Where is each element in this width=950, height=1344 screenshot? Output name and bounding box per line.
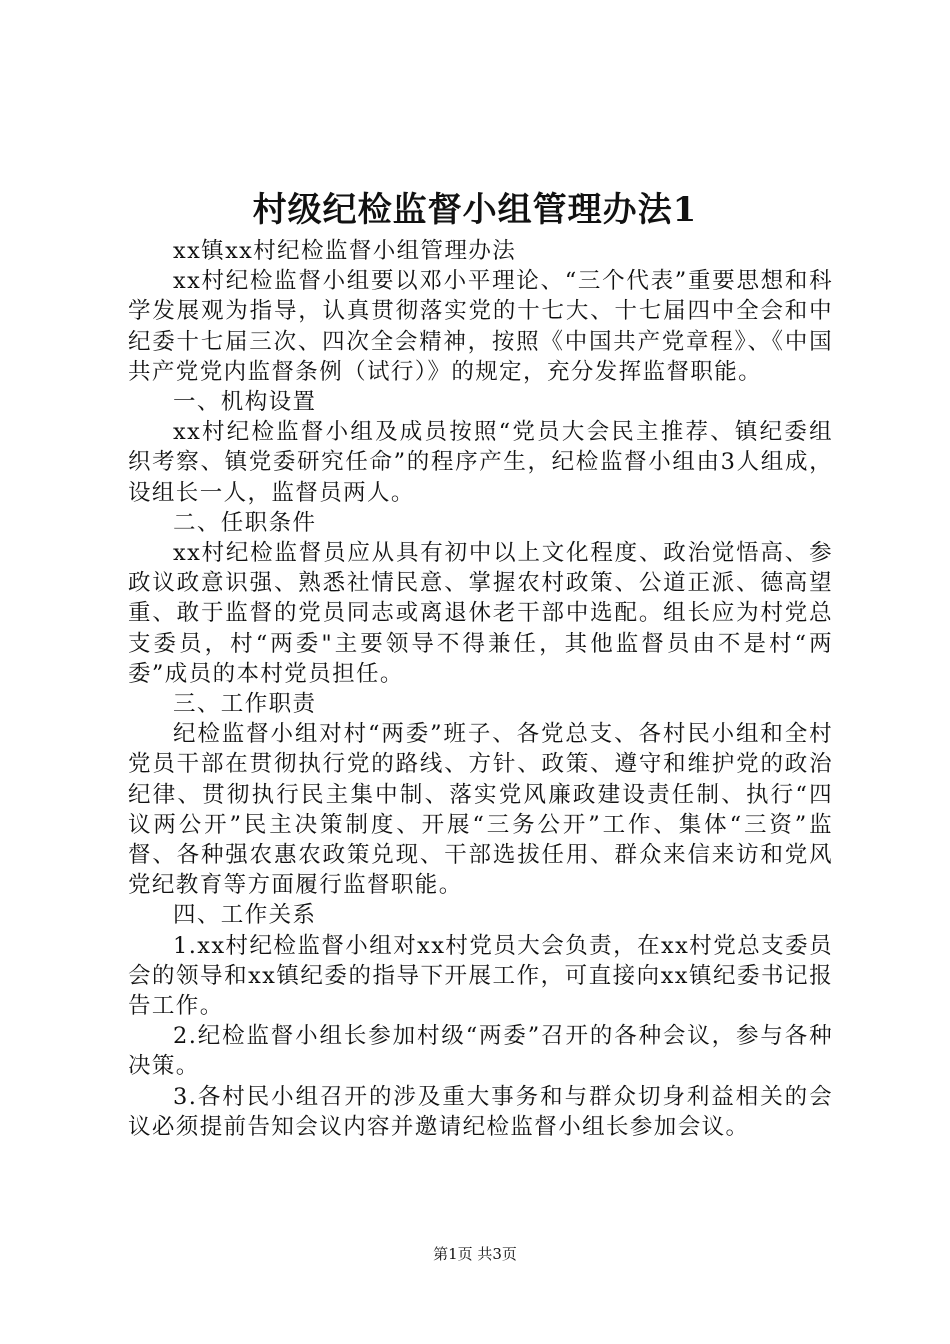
paragraph-qualifications: xx村纪检监督员应从具有初中以上文化程度、政治觉悟高、参政议政意识强、熟悉社情民意、掌握农村政策、公道正派、德高望重、敢于监督的党员同志或离退休老干部中选配。组长应为村党总支委员，村“两委"主要领导不得兼任，其他监督员由不是村“两委”成员的本村党员担任。 [128, 540, 833, 687]
section-heading-organization: 一、机构设置 [173, 389, 317, 416]
document-title: 村级纪检监督小组管理办法1 [252, 190, 698, 230]
doc-heading-line: xx镇xx村纪检监督小组管理办法 [173, 238, 517, 264]
paragraph-relation-2: 2.纪检监督小组长参加村级“两委”召开的各种会议，参与各种决策。 [128, 1023, 833, 1080]
paragraph-organization: xx村纪检监督小组及成员按照“党员大会民主推荐、镇纪委组织考察、镇党委研究任命”的程序产生，纪检监督小组由3人组成，设组长一人，监督员两人。 [128, 419, 833, 506]
section-heading-relations: 四、工作关系 [173, 902, 317, 929]
paragraph-duties: 纪检监督小组对村“两委”班子、各党总支、各村民小组和全村党员干部在贯彻执行党的路线、方针、政策、遵守和维护党的政治纪律、贯彻执行民主集中制、落实党风廉政建设责任制、执行“四议两公开”民主决策制度、开展“三务公开”工作、集体“三资”监督、各种强农惠农政策兑现、干部选拔任用、群众来信来访和党风党纪教育等方面履行监督职能。 [128, 721, 833, 899]
section-heading-duties: 三、工作职责 [173, 691, 317, 718]
section-heading-qualifications: 二、任职条件 [173, 509, 317, 536]
paragraph-relation-1: 1.xx村纪检监督小组对xx村党员大会负责，在xx村党总支委员会的领导和xx镇纪委的指导下开展工作，可直接向xx镇纪委书记报告工作。 [128, 932, 833, 1020]
paragraph-relation-3: 3.各村民小组召开的涉及重大事务和与群众切身利益相关的会议必须提前告知会议内容并邀请纪检监督小组长参加会议。 [128, 1083, 833, 1140]
paragraph-intro: xx村纪检监督小组要以邓小平理论、“三个代表”重要思想和科学发展观为指导，认真贯彻落实党的十七大、十七届四中全会和中纪委十七届三次、四次全会精神，按照《中国共产党章程》、《中国共产党党内监督条例（试行）》的规定，充分发挥监督职能。 [128, 268, 833, 385]
document-body [128, 236, 833, 1142]
page-number-footer: 第1页 共3页 [433, 1245, 517, 1263]
